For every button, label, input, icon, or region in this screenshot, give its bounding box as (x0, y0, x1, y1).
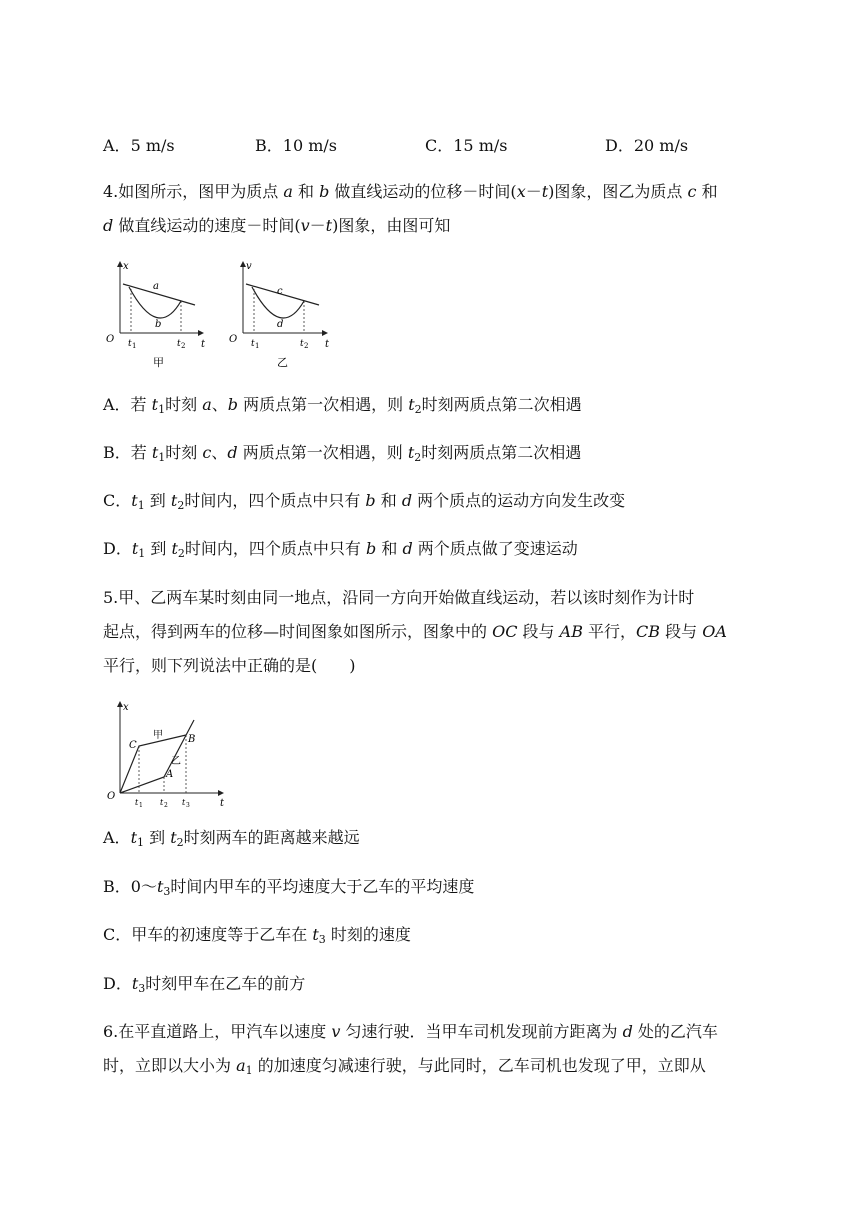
q6-stem-line2: 时，立即以大小为 $a_1$ 的加速度匀减速行驶，与此同时，乙车司机也发现了甲，立即从 (103, 1056, 706, 1077)
caption-yi: 乙 (277, 356, 288, 369)
q4-figure (103, 256, 343, 376)
point-b-label: B (188, 734, 196, 745)
t2-label: t (300, 339, 304, 349)
curve-d-label: d (277, 319, 284, 330)
caption-jia: 甲 (153, 356, 164, 369)
q5-option-b: B．$0\sim t_3$时间内甲车的平均速度大于乙车的平均速度 (103, 877, 475, 898)
q4-stem-line2: d 做直线运动的速度－时间(v－t)图象，由图可知 (103, 216, 451, 235)
svg-text:2: 2 (164, 802, 168, 808)
line-c-label: c (277, 286, 283, 297)
q3-option-a: A．5 m/s (103, 136, 175, 155)
q5-option-c: C．甲车的初速度等于乙车在 $t_3$ 时刻的速度 (103, 925, 411, 946)
svg-text:3: 3 (186, 802, 190, 808)
q5-stem-line1: 5.甲、乙两车某时刻由同一地点，沿同一方向开始做直线运动，若以该时刻作为计时 (103, 588, 695, 607)
q5-stem-line3: 平行，则下列说法中正确的是( ) (103, 656, 356, 675)
label-yi: 乙 (171, 756, 181, 767)
line-a-label: a (153, 281, 159, 292)
q4-option-a: A．若 $t_1$时刻 a、b 两质点第一次相遇，则 $t_2$时刻两质点第二次相遇 (103, 395, 582, 416)
t1-label: t (251, 339, 255, 349)
origin-label: O (229, 334, 238, 345)
q6-stem-line1: 6.在平直道路上，甲汽车以速度 v 匀速行驶．当甲车司机发现前方距离为 d 处的乙汽车 (103, 1022, 718, 1041)
q5-option-d: D．$t_3$时刻甲车在乙车的前方 (103, 974, 306, 995)
x-axis-label: x (123, 702, 129, 713)
q4-option-d: D．$t_1$ 到 $t_2$时间内，四个质点中只有 b 和 d 两个质点做了变速运动 (103, 539, 578, 560)
q3-option-c: C．15 m/s (425, 136, 508, 155)
svg-text:1: 1 (139, 802, 143, 808)
graph-jia (106, 261, 206, 369)
q3-option-d: D．20 m/s (605, 136, 689, 155)
t2-label: t (160, 798, 164, 807)
svg-text:1: 1 (255, 342, 260, 350)
t3-label: t (182, 798, 186, 807)
graph-yi (229, 261, 330, 369)
q4-stem-line1: 4.如图所示，图甲为质点 a 和 b 做直线运动的位移－时间(x－t)图象，图乙为质点 c 和 (103, 182, 718, 201)
svg-text:1: 1 (132, 342, 137, 350)
origin-label: O (107, 791, 116, 802)
q4-option-c: C．$t_1$ 到 $t_2$时间内，四个质点中只有 b 和 d 两个质点的运动方向发生改变 (103, 491, 626, 512)
svg-text:2: 2 (304, 342, 309, 350)
q5-figure (103, 698, 233, 808)
t-axis-label: t (325, 339, 330, 350)
svg-text:2: 2 (181, 342, 186, 350)
q3-option-b: B．10 m/s (255, 136, 337, 155)
t1-label: t (128, 339, 132, 349)
q5-option-a: A．$t_1$ 到 $t_2$时刻两车的距离越来越远 (103, 828, 360, 849)
q5-stem-line2: 起点，得到两车的位移—时间图象如图所示，图象中的 OC 段与 AB 平行，CB 段与 OA (103, 622, 727, 641)
origin-label: O (106, 334, 115, 345)
t-axis-label: t (220, 798, 225, 808)
q4-option-b: B．若 $t_1$时刻 c、d 两质点第一次相遇，则 $t_2$时刻两质点第二次相遇 (103, 443, 582, 464)
point-c-label: C (129, 740, 137, 751)
t-axis-label: t (201, 339, 206, 350)
label-jia: 甲 (153, 730, 163, 741)
t2-label: t (177, 339, 181, 349)
x-axis-label: x (123, 261, 129, 272)
curve-b-label: b (155, 319, 162, 330)
point-a-label: A (166, 769, 174, 780)
v-axis-label: v (246, 261, 252, 272)
t1-label: t (135, 798, 139, 807)
